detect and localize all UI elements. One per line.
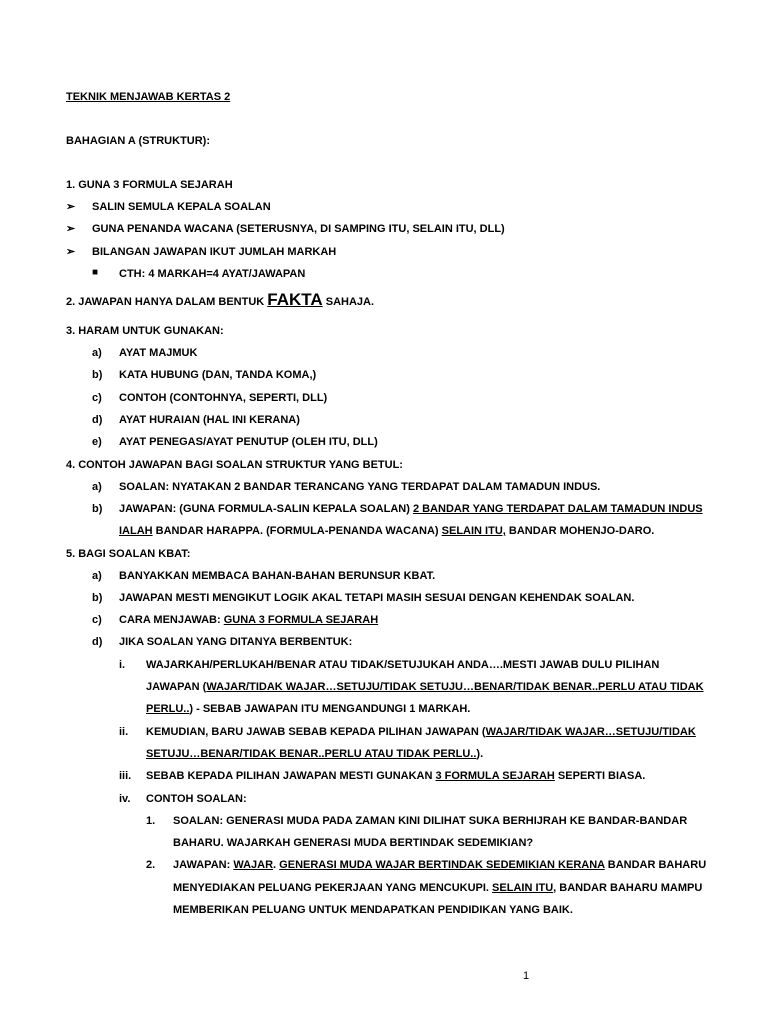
text-span: JAWAPAN:	[173, 859, 234, 871]
list-item: JAWAPAN MESTI MENGIKUT LOGIK AKAL TETAPI MASIH SESUAI DENGAN KEHENDAK SOALAN.	[119, 592, 635, 604]
s5-heading: 5. BAGI SOALAN KBAT:	[66, 548, 191, 560]
underlined-span: IALAH	[119, 525, 153, 537]
square-bullet-icon: ■	[92, 267, 99, 278]
section-heading: BAHAGIAN A (STRUKTUR):	[66, 135, 210, 147]
s3-heading: 3. HARAM UNTUK GUNAKAN:	[66, 325, 224, 337]
s4-answer-line-2	[119, 524, 654, 538]
s1-item: SALIN SEMULA KEPALA SOALAN	[92, 201, 271, 213]
arrowhead-bullet-icon: ➢	[66, 246, 76, 258]
s1-heading: 1. GUNA 3 FORMULA SEJARAH	[66, 179, 233, 191]
list-item-line	[146, 769, 645, 783]
list-marker: ii.	[119, 726, 129, 738]
text-span: CARA MENJAWAB:	[119, 614, 224, 626]
list-item: AYAT PENEGAS/AYAT PENUTUP (OLEH ITU, DLL)	[119, 436, 378, 448]
underlined-span: 3 FORMULA SEJARAH	[435, 770, 555, 782]
list-item: JIKA SOALAN YANG DITANYA BERBENTUK:	[119, 636, 353, 648]
list-item: SOALAN: NYATAKAN 2 BANDAR TERANCANG YANG TERDAPAT DALAM TAMADUN INDUS.	[119, 481, 601, 493]
text-span: SEPERTI BIASA.	[554, 770, 646, 782]
list-item: BANYAKKAN MEMBACA BAHAN-BAHAN BERUNSUR KBAT.	[119, 570, 436, 582]
list-item-line	[146, 702, 470, 716]
text-span: JAWAPAN (	[146, 681, 207, 693]
s1-item: BILANGAN JAWAPAN IKUT JUMLAH MARKAH	[92, 246, 337, 258]
list-marker: c)	[92, 392, 102, 404]
list-item	[119, 613, 378, 627]
list-item-line: SOALAN: GENERASI MUDA PADA ZAMAN KINI DILIHAT SUKA BERHIJRAH KE BANDAR-BANDAR	[173, 815, 688, 827]
underlined-span: 2 BANDAR YANG TERDAPAT DALAM TAMADUN INDUS	[412, 503, 703, 515]
list-item-line	[146, 747, 483, 761]
s2-post: SAHAJA.	[322, 296, 375, 308]
list-marker: b)	[92, 592, 103, 604]
list-item-line: CONTOH SOALAN:	[146, 793, 247, 805]
s1-item: GUNA PENANDA WACANA (SETERUSNYA, DI SAMPING ITU, SELAIN ITU, DLL)	[92, 223, 505, 235]
list-item-line: MEMBERIKAN PELUANG UNTUK MENDAPATKAN PENDIDIKAN YANG BAIK.	[173, 904, 573, 916]
list-marker: d)	[92, 414, 103, 426]
s2-emphasis: FAKTA	[267, 290, 323, 309]
s2-pre: 2. JAWAPAN HANYA DALAM BENTUK	[66, 296, 268, 308]
list-item: KATA HUBUNG (DAN, TANDA KOMA,)	[119, 369, 317, 381]
underlined-span: WAJAR/TIDAK WAJAR…SETUJU/TIDAK SETUJU…BENAR/TIDAK BENAR..PERLU ATAU TIDAK	[206, 681, 704, 693]
s1-sub-item: CTH: 4 MARKAH=4 AYAT/JAWAPAN	[119, 268, 306, 280]
list-marker: b)	[92, 503, 103, 515]
list-item: AYAT MAJMUK	[119, 347, 198, 359]
text-span: MENYEDIAKAN PELUANG PEKERJAAN YANG MENCUKUPI.	[173, 882, 493, 894]
list-item-line: BAHARU. WAJARKAH GENERASI MUDA BERTINDAK SEDEMIKIAN?	[173, 837, 534, 849]
underlined-span: SELAIN ITU,	[441, 525, 506, 537]
underlined-span: WAJAR/TIDAK WAJAR…SETUJU/TIDAK	[485, 726, 696, 738]
underlined-span: GUNA 3 FORMULA SEJARAH	[223, 614, 379, 626]
text-span: , BANDAR BAHARU MAMPU	[553, 882, 703, 894]
underlined-span: WAJAR	[233, 859, 274, 871]
list-marker: a)	[92, 570, 102, 582]
list-marker: a)	[92, 347, 102, 359]
s4-answer-line-1	[119, 502, 703, 516]
text-span: BANDAR BAHARU	[604, 859, 707, 871]
text-span: JAWAPAN: (GUNA FORMULA-SALIN KEPALA SOALAN)	[119, 503, 413, 515]
underlined-span: SETUJU…BENAR/TIDAK BENAR..PERLU ATAU TIDAK PERLU..	[146, 748, 477, 760]
underlined-span: PERLU..	[146, 703, 190, 715]
text-span: SEBAB KEPADA PILIHAN JAWAPAN MESTI GUNAKAN	[146, 770, 436, 782]
text-span: BANDAR HARAPPA. (FORMULA-PENANDA WACANA)	[152, 525, 442, 537]
list-marker: 1.	[146, 815, 156, 827]
list-marker: iv.	[119, 793, 131, 805]
list-item-line	[173, 858, 706, 872]
underlined-span: GENERASI MUDA WAJAR BERTINDAK SEDEMIKIAN KERANA	[279, 859, 605, 871]
s4-heading: 4. CONTOH JAWAPAN BAGI SOALAN STRUKTUR YANG BETUL:	[66, 459, 403, 471]
page-number: 1	[523, 970, 530, 982]
list-marker: i.	[119, 659, 126, 671]
list-marker: 2.	[146, 859, 156, 871]
doc-title: TEKNIK MENJAWAB KERTAS 2	[66, 91, 231, 103]
text-span: KEMUDIAN, BARU JAWAB SEBAB KEPADA PILIHAN JAWAPAN (	[146, 726, 486, 738]
text-span: .	[273, 859, 280, 871]
list-item: AYAT HURAIAN (HAL INI KERANA)	[119, 414, 300, 426]
list-marker: d)	[92, 636, 103, 648]
underlined-span: SELAIN ITU	[492, 882, 554, 894]
text-span: ).	[476, 748, 484, 760]
text-span: BANDAR MOHENJO-DARO.	[505, 525, 655, 537]
list-marker: b)	[92, 369, 103, 381]
list-item-line	[146, 725, 696, 739]
list-marker: a)	[92, 481, 102, 493]
list-item-line: WAJARKAH/PERLUKAH/BENAR ATAU TIDAK/SETUJUKAH ANDA….MESTI JAWAB DULU PILIHAN	[146, 659, 660, 671]
list-marker: e)	[92, 436, 102, 448]
arrowhead-bullet-icon: ➢	[66, 201, 76, 213]
text-span: ) - SEBAB JAWAPAN ITU MENGANDUNGI 1 MARKAH.	[189, 703, 471, 715]
list-item-line	[146, 680, 704, 694]
list-marker: c)	[92, 614, 102, 626]
list-item: CONTOH (CONTOHNYA, SEPERTI, DLL)	[119, 392, 328, 404]
list-marker: iii.	[119, 770, 132, 782]
list-item-line	[173, 881, 702, 895]
arrowhead-bullet-icon: ➢	[66, 223, 76, 235]
s2-line	[66, 289, 374, 313]
